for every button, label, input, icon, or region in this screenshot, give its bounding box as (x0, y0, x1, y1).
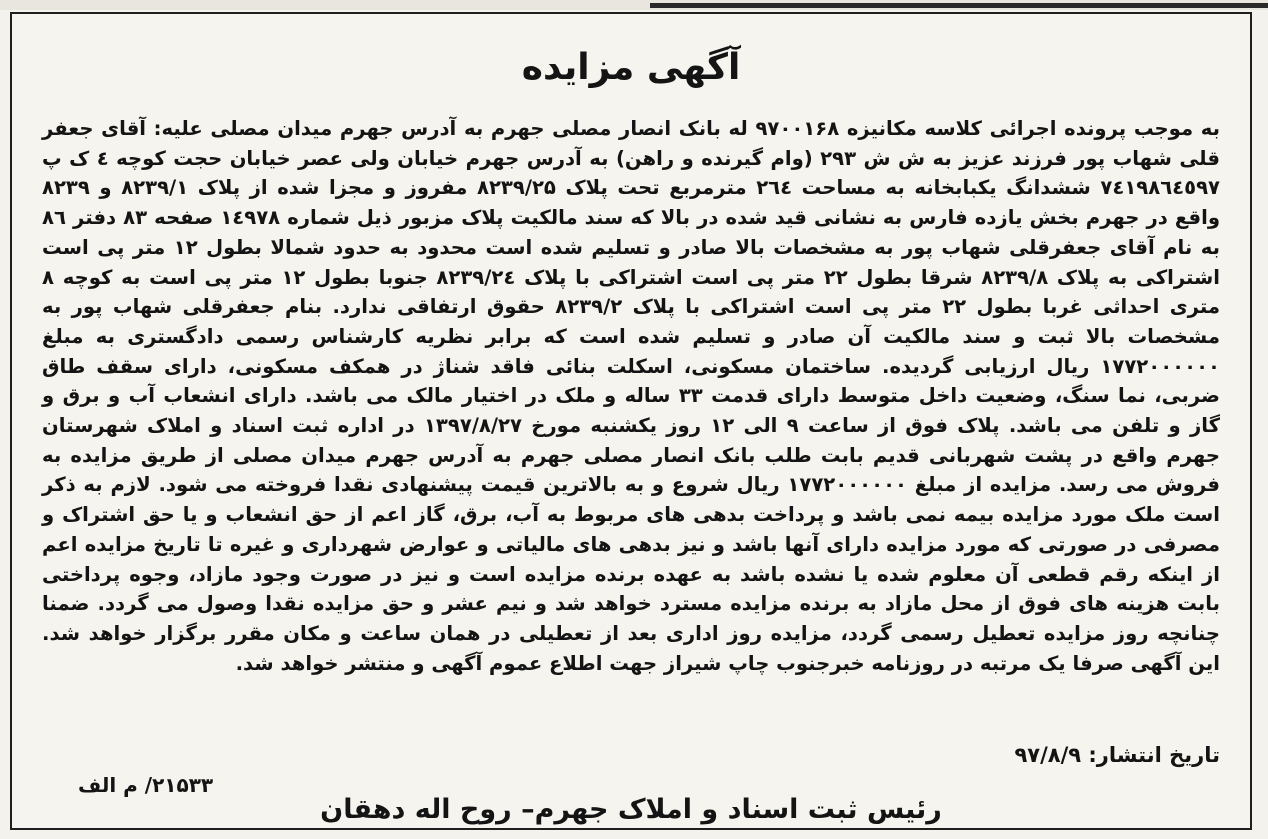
notice-body: به موجب پرونده اجرائی کلاسه مکانیزه ۹۷۰۰۱۶۸ له بانک انصار مصلی جهرم به آدرس جهرم میدان مصلی علیه: آقای جعفر قلی شهاب پور فرزند عزیز به ش ش ۲۹۳ (وام گیرنده و راهن) به آدرس جهرم خیابان ولی عصر خیابان حجت کوچه ٤ ک پ ٧٤١٩٨٦٤٥٩٧ ششدانگ یکبابخانه به مساحت ٢٦٤ مترمربع تحت پلاک ۸۲۳۹/۲۵ مفروز و مجزا شده از پلاک ۸۲۳۹/۱ و ۸۲۳۹ واقع در جهرم بخش یازده فارس به نشانی قید شده در بالا که سند مالکیت پلاک مزبور ذیل شماره ۱٤۹۷۸ صفحه ۸۳ دفتر ۸٦ به نام آقای جعفرقلی شهاب پور به مشخصات بالا صادر و تسلیم شده است محدود به حدود شمالا بطول ۱۲ متر پی است اشتراکی به پلاک ۸۲۳۹/۸ شرقا بطول ۲۲ متر پی است اشتراکی با پلاک ۸۲۳۹/۲٤ جنوبا بطول ۱۲ متر پی است به کوچه ۸ متری احداثی غربا بطول ۲۲ متر پی است اشتراکی با پلاک ۸۲۳۹/۲ حقوق ارتفاقی ندارد. بنام جعفرقلی شهاب پور به مشخصات بالا ثبت و سند مالکیت آن صادر و تسلیم شده است که برابر نظریه کارشناس رسمی دادگستری به مبلغ ۱۷۷۲۰۰۰۰۰۰ ریال ارزیابی گردیده. ساختمان مسکونی، اسکلت بنائی فاقد شناژ در همکف مسکونی، دارای سقف طاق ضربی، نما سنگ، وضعیت داخل متوسط دارای قدمت ۳۳ ساله و ملک در اختیار مالک می باشد. دارای انشعاب آب و برق و گاز و تلفن می باشد. پلاک فوق از ساعت ۹ الی ۱۲ روز یکشنبه مورخ ۱۳۹۷/۸/۲۷ در اداره ثبت اسناد و املاک شهرستان جهرم واقع در پشت شهربانی قدیم بابت طلب بانک انصار مصلی جهرم به آدرس جهرم میدان مصلی از طریق مزایده به فروش می رسد. مزایده از مبلغ ۱۷۷۲۰۰۰۰۰۰ ریال شروع و به بالاترین قیمت پیشنهادی نقدا فروخته می شود. لازم به ذکر است ملک مورد مزایده بیمه نمی باشد و پرداخت بدهی های مربوط به آب، برق، گاز اعم از حق انشعاب و یا حق اشتراک و مصرفی در صورتی که مورد مزایده دارای آنها باشد و نیز بدهی های مالیاتی و عوارض شهرداری و غیره تا تاریخ مزایده اعم از اینکه رقم قطعی آن معلوم شده یا نشده باشد به عهده برنده مزایده است و نیز در صورت وجود مازاد، وجوه پرداختی بابت هزینه های فوق از محل مازاد به برنده مزایده مسترد خواهد شد و نیم عشر و حق مزایده نقدا وصول می گردد. ضمنا چنانچه روز مزایده تعطیل رسمی گردد، مزایده روز اداری بعد از تعطیلی در همان ساعت و مکان مقرر برگزار خواهد شد. این آگهی صرفا یک مرتبه در روزنامه خبرجنوب چاپ شیراز جهت اطلاع عموم آگهی و منتشر خواهد شد. (42, 117, 1221, 675)
signature-line: رئیس ثبت اسناد و املاک جهرم– روح اله دهقان (320, 794, 942, 825)
auction-notice-box (10, 12, 1252, 830)
page-top-strip (0, 0, 1268, 10)
notice-title: آگهی مزایده (521, 47, 741, 88)
top-divider (650, 3, 1268, 8)
reference-number: ۲۱۵۳۳/ م الف (78, 773, 214, 797)
publish-date: تاریخ انتشار: ۹۷/۸/۹ (1014, 743, 1220, 767)
